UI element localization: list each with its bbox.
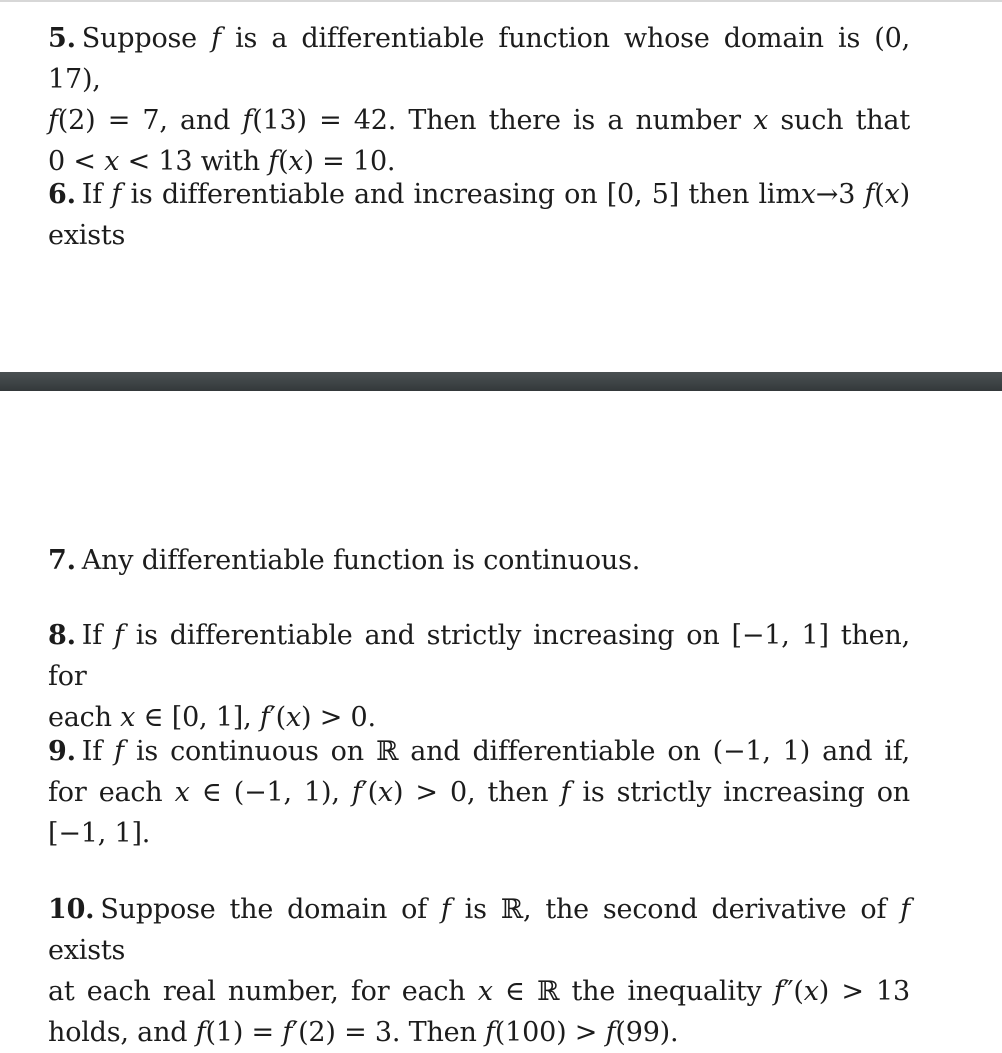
problem-9 — [48, 731, 910, 854]
problem-6-line-1: 6. If 𝑓 is differentiable and increasing on [0, 5] then lim𝑥→3 𝑓(𝑥) — [48, 179, 910, 210]
problem-number: 5. — [48, 23, 76, 54]
problem-9-line-3: [−1, 1]. — [48, 818, 151, 849]
problem-number: 9. — [48, 736, 76, 767]
problem-10-line-2: at each real number, for each 𝑥 ∈ ℝ the inequality 𝑓″(𝑥) > 13 — [48, 976, 910, 1007]
problem-10-line-3: holds, and 𝑓(1) = 𝑓′(2) = 3. Then 𝑓(100) > 𝑓(99). — [48, 1017, 679, 1048]
problem-10 — [48, 889, 910, 1053]
problem-6-line-2: exists — [48, 220, 126, 251]
problem-number: 7. — [48, 545, 76, 576]
problem-number: 6. — [48, 179, 76, 210]
problem-5 — [48, 18, 910, 182]
page-top-border — [0, 0, 1002, 2]
page-divider — [0, 372, 1002, 391]
problem-number: 8. — [48, 620, 76, 651]
problem-7-line-1: 7. Any differentiable function is continuous. — [48, 545, 641, 576]
problem-number: 10. — [48, 894, 95, 925]
problem-5-line-3: 0 < 𝑥 < 13 with 𝑓(𝑥) = 10. — [48, 146, 396, 177]
problem-10-line-1: 10. Suppose the domain of 𝑓 is ℝ, the second derivative of 𝑓 exists — [48, 894, 910, 966]
problem-5-line-1: 5. Suppose 𝑓 is a differentiable function whose domain is (0, 17), — [48, 23, 910, 95]
problem-8 — [48, 615, 910, 738]
problem-8-line-1: 8. If 𝑓 is differentiable and strictly increasing on [−1, 1] then, for — [48, 620, 910, 692]
problem-5-line-2: 𝑓(2) = 7, and 𝑓(13) = 42. Then there is a number 𝑥 such that — [48, 105, 910, 136]
problem-9-line-1: 9. If 𝑓 is continuous on ℝ and differentiable on (−1, 1) and if, — [48, 736, 910, 767]
problem-9-line-2: for each 𝑥 ∈ (−1, 1), 𝑓′(𝑥) > 0, then 𝑓 is strictly increasing on — [48, 777, 910, 808]
problem-7 — [48, 540, 910, 581]
problem-8-line-2: each 𝑥 ∈ [0, 1], 𝑓′(𝑥) > 0. — [48, 702, 376, 733]
problem-6 — [48, 174, 910, 256]
